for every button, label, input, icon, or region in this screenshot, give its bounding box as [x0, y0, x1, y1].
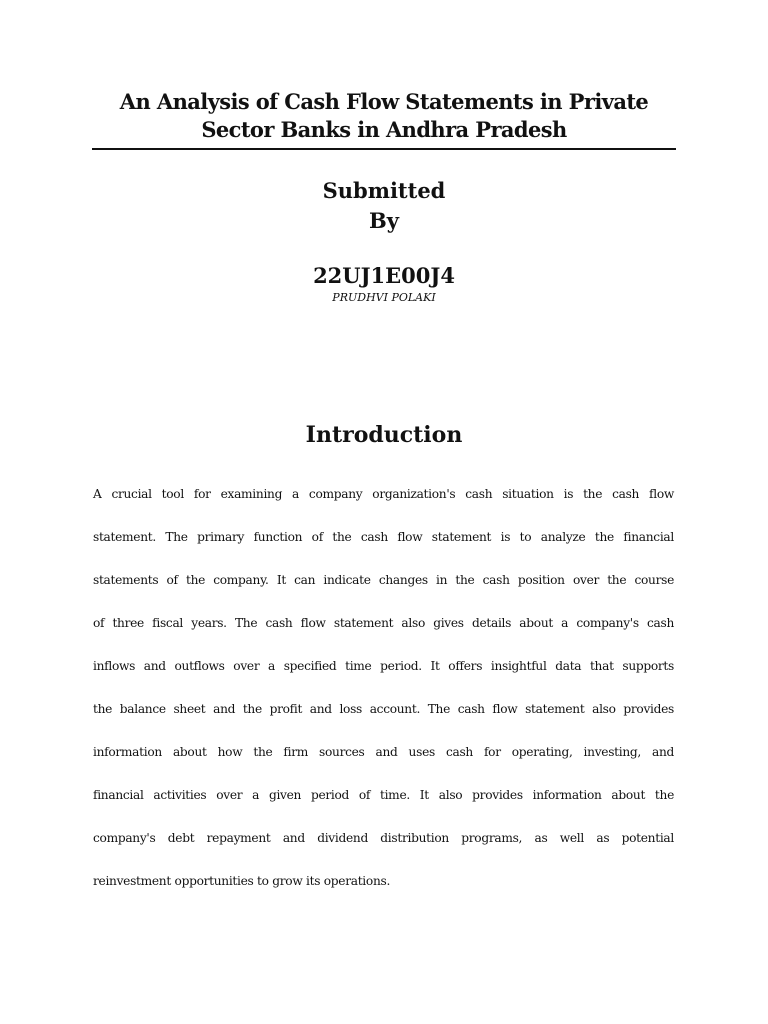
submitted-label: Submitted [322, 178, 446, 203]
paragraph-line: company's debt repayment and dividend distribution programs, as well as potential [93, 831, 674, 845]
paragraph-line: of three fiscal years. The cash flow statement also gives details about a company's cash [93, 616, 674, 630]
paragraph-line: statement. The primary function of the cash flow statement is to analyze the financial [93, 530, 674, 544]
paragraph-line: statements of the company. It can indicate changes in the cash position over the course [93, 573, 674, 587]
paragraph-line: inflows and outflows over a specified time period. It offers insightful data that supports [93, 659, 674, 673]
submitted-by-block [0, 176, 768, 236]
student-name: PRUDHVI POLAKI [332, 291, 436, 304]
roll-number: 22UJ1E00J4 [313, 263, 455, 288]
document-title [92, 88, 676, 150]
by-label: By [369, 208, 399, 233]
paragraph-line: financial activities over a given period of time. It also provides information about the [93, 788, 674, 802]
title-line-2: Sector Banks in Andhra Pradesh [201, 117, 567, 142]
paragraph-line: information about how the firm sources and uses cash for operating, investing, and [93, 745, 674, 759]
title-line-1: An Analysis of Cash Flow Statements in Private [119, 89, 649, 114]
paragraph-line: reinvestment opportunities to grow its operations. [93, 874, 391, 888]
section-heading: Introduction [305, 422, 463, 448]
paragraph-line: A crucial tool for examining a company organization's cash situation is the cash flow [93, 487, 674, 501]
introduction-paragraph [93, 473, 674, 903]
paragraph-line: the balance sheet and the profit and loss account. The cash flow statement also provides [93, 702, 674, 716]
